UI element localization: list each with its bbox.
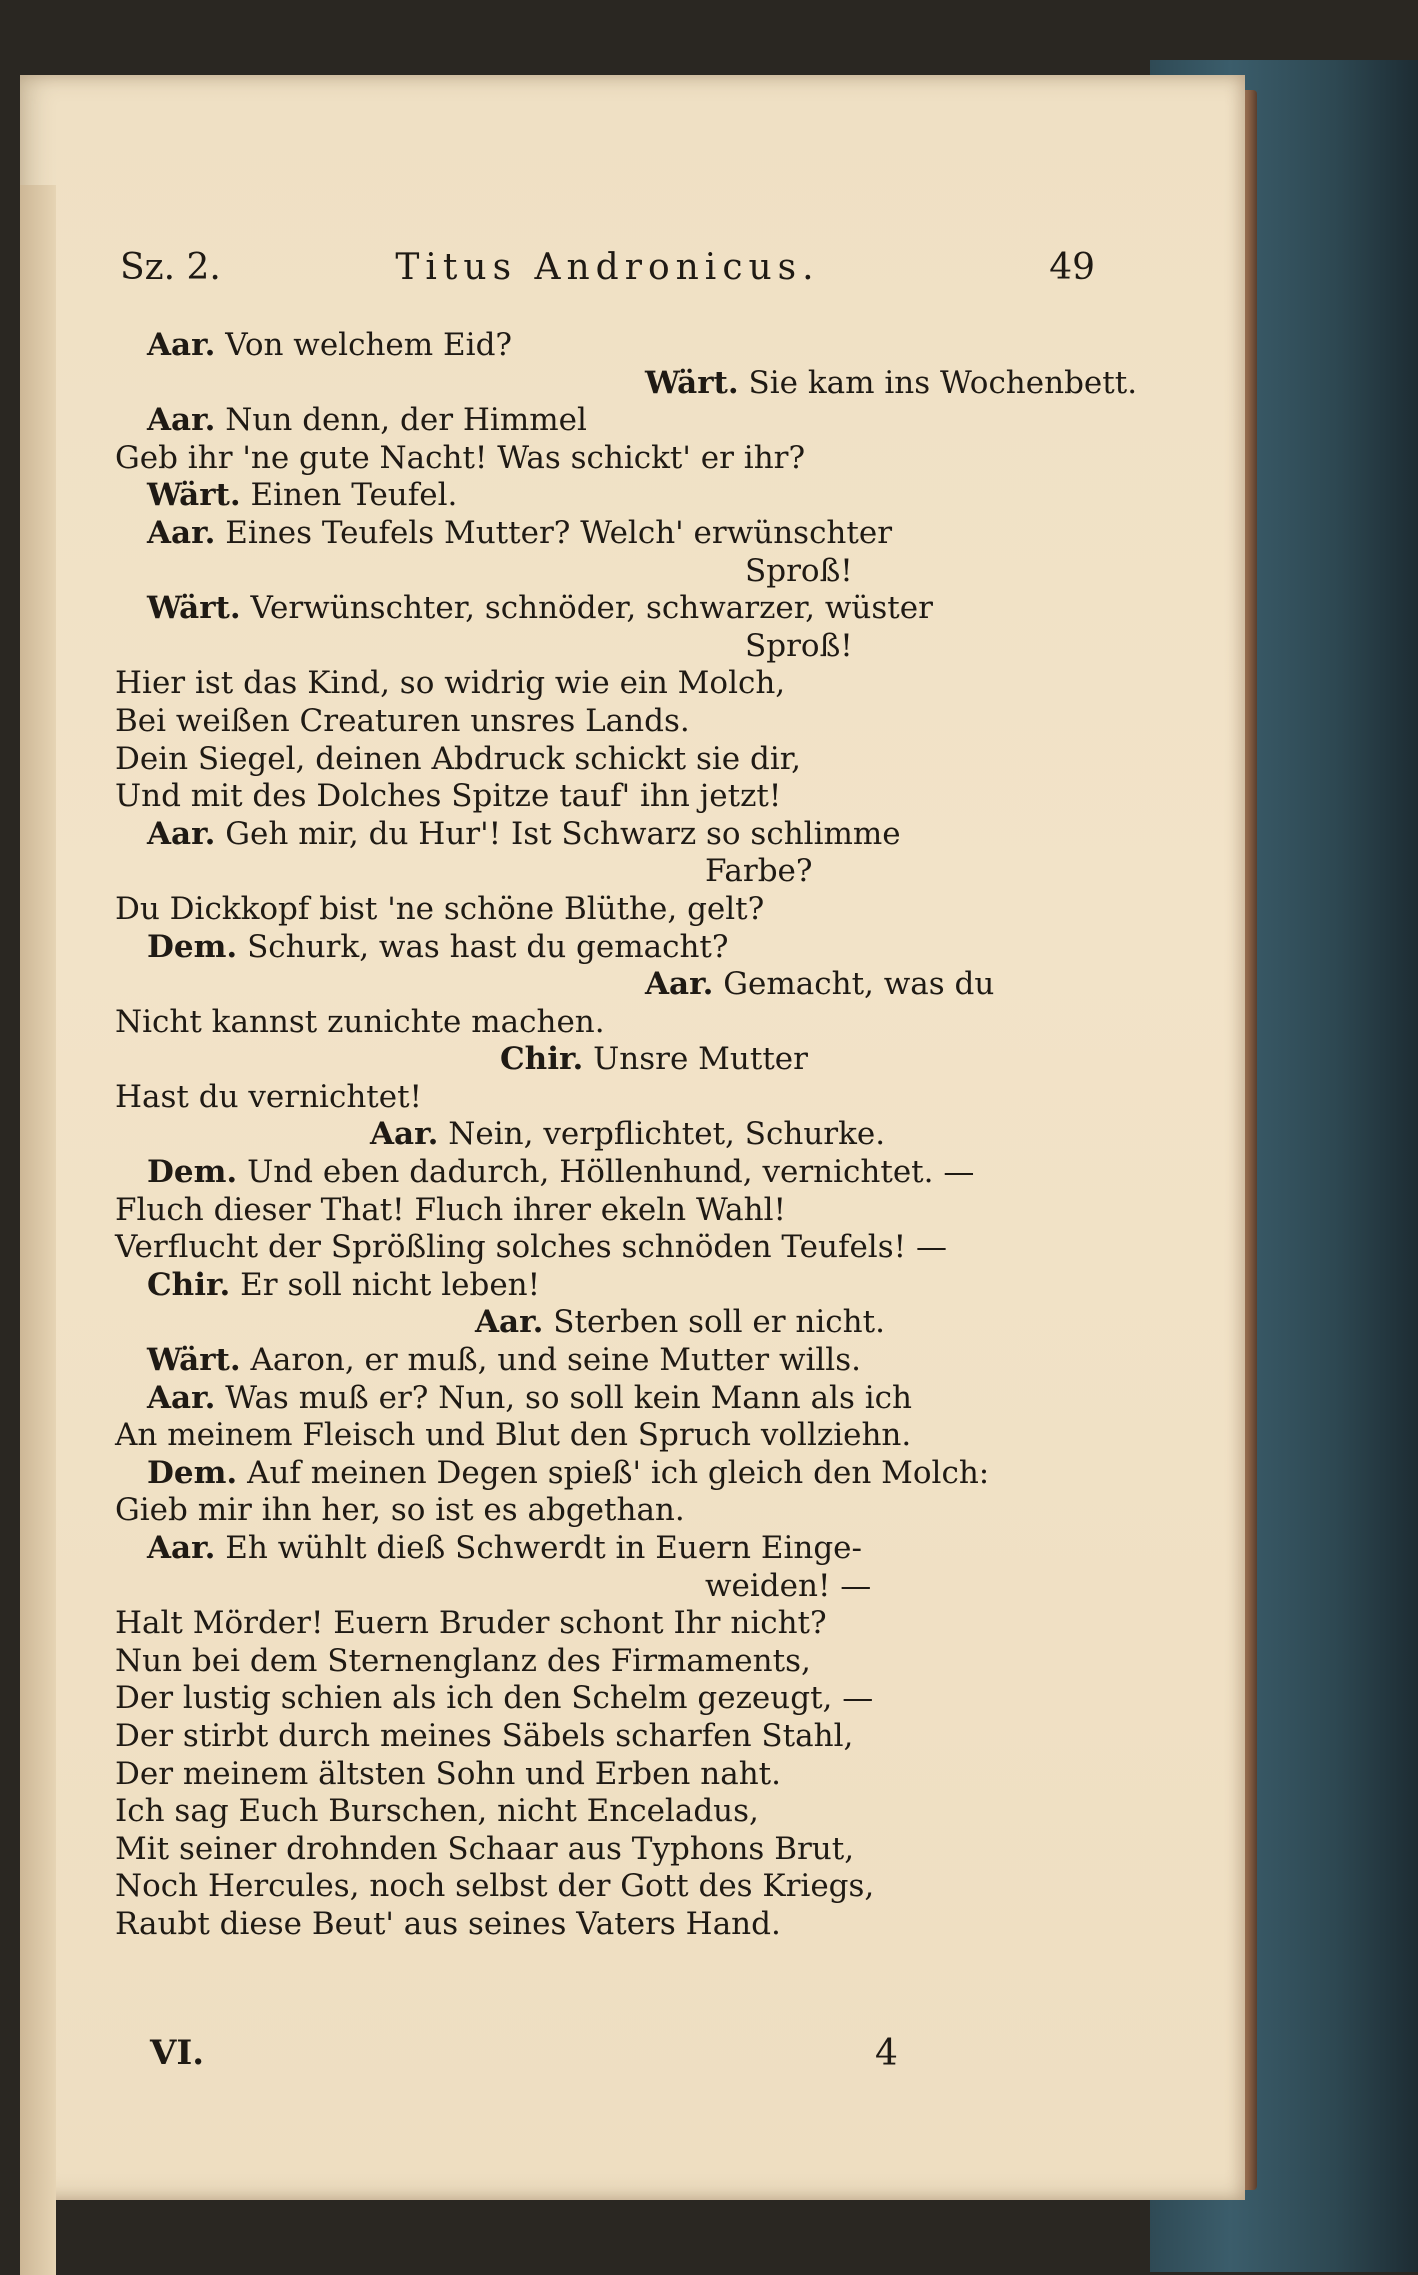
line-text: Nicht kannst zunichte machen. [115,1003,605,1040]
line-text: Verwünschter, schnöder, schwarzer, wüster [250,590,933,627]
page-number: 49 [1049,247,1095,288]
running-title: Titus Andronicus. [395,247,820,288]
scene-label: Sz. 2. [120,247,221,288]
text-body [115,327,1138,1944]
text-line [115,477,1110,515]
speaker-name: Aar. [475,1304,544,1341]
line-text: Du Dickkopf bist 'ne schöne Blüthe, gelt? [115,890,765,927]
text-line [115,1455,1110,1493]
speaker-name: Aar. [645,966,714,1003]
line-text: Einen Teufel. [250,477,458,514]
text-line [115,1756,1110,1794]
line-text: Unsre Mutter [593,1041,808,1078]
line-text: Eh wühlt dieß Schwerdt in Euern Einge- [225,1530,862,1566]
text-line [115,1605,1110,1643]
line-text: Der lustig schien als ich den Schelm gezeugt, — [115,1680,874,1717]
line-text: Er soll nicht leben! [240,1266,541,1303]
line-text: Halt Mörder! Euern Bruder schont Ihr nicht? [115,1605,827,1642]
text-line [115,741,1110,779]
speaker-name: Dem. [147,1154,238,1191]
line-text: Geh mir, du Hur'! Ist Schwarz so schlimme [225,815,901,852]
line-text: Gemacht, was du [723,966,995,1003]
text-line [115,1718,1110,1756]
line-text: Mit seiner drohnden Schaar aus Typhons Brut, [115,1830,855,1867]
text-line [115,402,1110,440]
speaker-name: Aar. [147,1379,216,1416]
line-text: Bei weißen Creaturen unsres Lands. [115,702,690,739]
line-text: Hast du vernichtet! [115,1078,423,1115]
text-line [115,703,1110,741]
line-text: Eines Teufels Mutter? Welch' erwünschter [225,514,893,551]
text-line [115,1116,1110,1154]
line-text: Von welchem Eid? [225,327,513,363]
speaker-name: Aar. [147,327,216,363]
speaker-name: Aar. [147,514,216,551]
text-line [115,440,1110,478]
line-text: Aaron, er muß, und seine Mutter wills. [250,1342,861,1379]
line-text: Fluch dieser That! Fluch ihrer ekeln Wahl! [115,1191,786,1228]
text-line [115,1417,1110,1455]
line-text: Gieb mir ihn her, so ist es abgethan. [115,1492,685,1529]
text-line [115,778,1110,816]
line-text: Farbe? [705,853,813,890]
line-text: Was muß er? Nun, so soll kein Mann als ich [225,1379,912,1416]
line-text: Und eben dadurch, Höllenhund, vernichtet. — [247,1154,975,1191]
line-text: Nein, verpflichtet, Schurke. [448,1116,886,1153]
text-line [115,1831,1110,1869]
speaker-name: Dem. [147,1454,238,1491]
text-line [115,1680,1110,1718]
line-text: Geb ihr 'ne gute Nacht! Was schickt' er ihr? [115,439,806,476]
running-header [120,243,1095,293]
line-text: Ich sag Euch Burschen, nicht Enceladus, [115,1793,759,1830]
text-line [115,1304,1110,1342]
line-text: Auf meinen Degen spieß' ich gleich den Molch: [247,1454,990,1491]
text-line [115,1229,1110,1267]
line-text: Nun bei dem Sternenglanz des Firmaments, [115,1642,811,1679]
line-text: Raubt diese Beut' aus seines Vaters Hand. [115,1905,781,1942]
text-line [115,1793,1110,1831]
line-text: Der stirbt durch meines Säbels scharfen Stahl, [115,1717,854,1754]
text-line [115,1568,1110,1606]
speaker-name: Wärt. [147,1342,241,1379]
text-line [115,929,1110,967]
speaker-name: Aar. [370,1116,439,1153]
text-line [115,1267,1110,1305]
speaker-name: Aar. [147,402,216,439]
text-line [115,665,1110,703]
line-text: Sproß! [745,552,853,589]
text-line [115,1192,1110,1230]
text-line [115,1868,1110,1906]
text-line [115,1342,1110,1380]
sheet-number: 4 [875,2033,898,2074]
text-line [115,553,1110,591]
text-line [115,364,1138,403]
line-text: Sie kam ins Wochenbett. [748,364,1138,401]
line-text: Dein Siegel, deinen Abdruck schickt sie dir, [115,740,801,777]
speaker-name: Wärt. [147,590,241,627]
text-line [115,590,1110,628]
text-line [115,1079,1110,1117]
signature-mark: VI. [150,2033,205,2073]
text-line [115,628,1110,666]
speaker-name: Chir. [500,1041,584,1078]
line-text: Nun denn, der Himmel [225,402,587,439]
text-line [115,816,1110,854]
line-text: Sproß! [745,627,853,664]
text-line [115,966,1110,1004]
line-text: Noch Hercules, noch selbst der Gott des Kriegs, [115,1868,875,1905]
text-line [115,1530,1110,1568]
speaker-name: Aar. [147,1530,216,1566]
text-line [115,1154,1110,1192]
speaker-name: Wärt. [645,364,739,401]
line-text: Und mit des Dolches Spitze tauf' ihn jetzt! [115,778,782,815]
text-line [115,1906,1110,1944]
speaker-name: Aar. [147,815,216,852]
line-text: Sterben soll er nicht. [553,1304,885,1341]
line-text: Der meinem ältsten Sohn und Erben naht. [115,1755,781,1792]
text-line [115,515,1110,553]
text-line [115,1643,1110,1681]
page-content [20,75,1245,2200]
text-line [115,891,1110,929]
text-line [115,1041,1110,1079]
text-line [115,327,1110,365]
speaker-name: Dem. [147,928,238,965]
text-line [115,1492,1110,1530]
line-text: An meinem Fleisch und Blut den Spruch vollziehn. [115,1417,912,1454]
text-line [115,1004,1110,1042]
speaker-name: Wärt. [147,477,241,514]
line-text: Verflucht der Sprößling solches schnöden Teufels! — [115,1229,947,1266]
text-line [115,1380,1110,1418]
text-line [115,853,1110,891]
speaker-name: Chir. [147,1266,231,1303]
line-text: Schurk, was hast du gemacht? [247,928,729,965]
line-text: weiden! — [705,1567,872,1604]
book-page [20,75,1245,2200]
line-text: Hier ist das Kind, so widrig wie ein Molch, [115,665,786,702]
